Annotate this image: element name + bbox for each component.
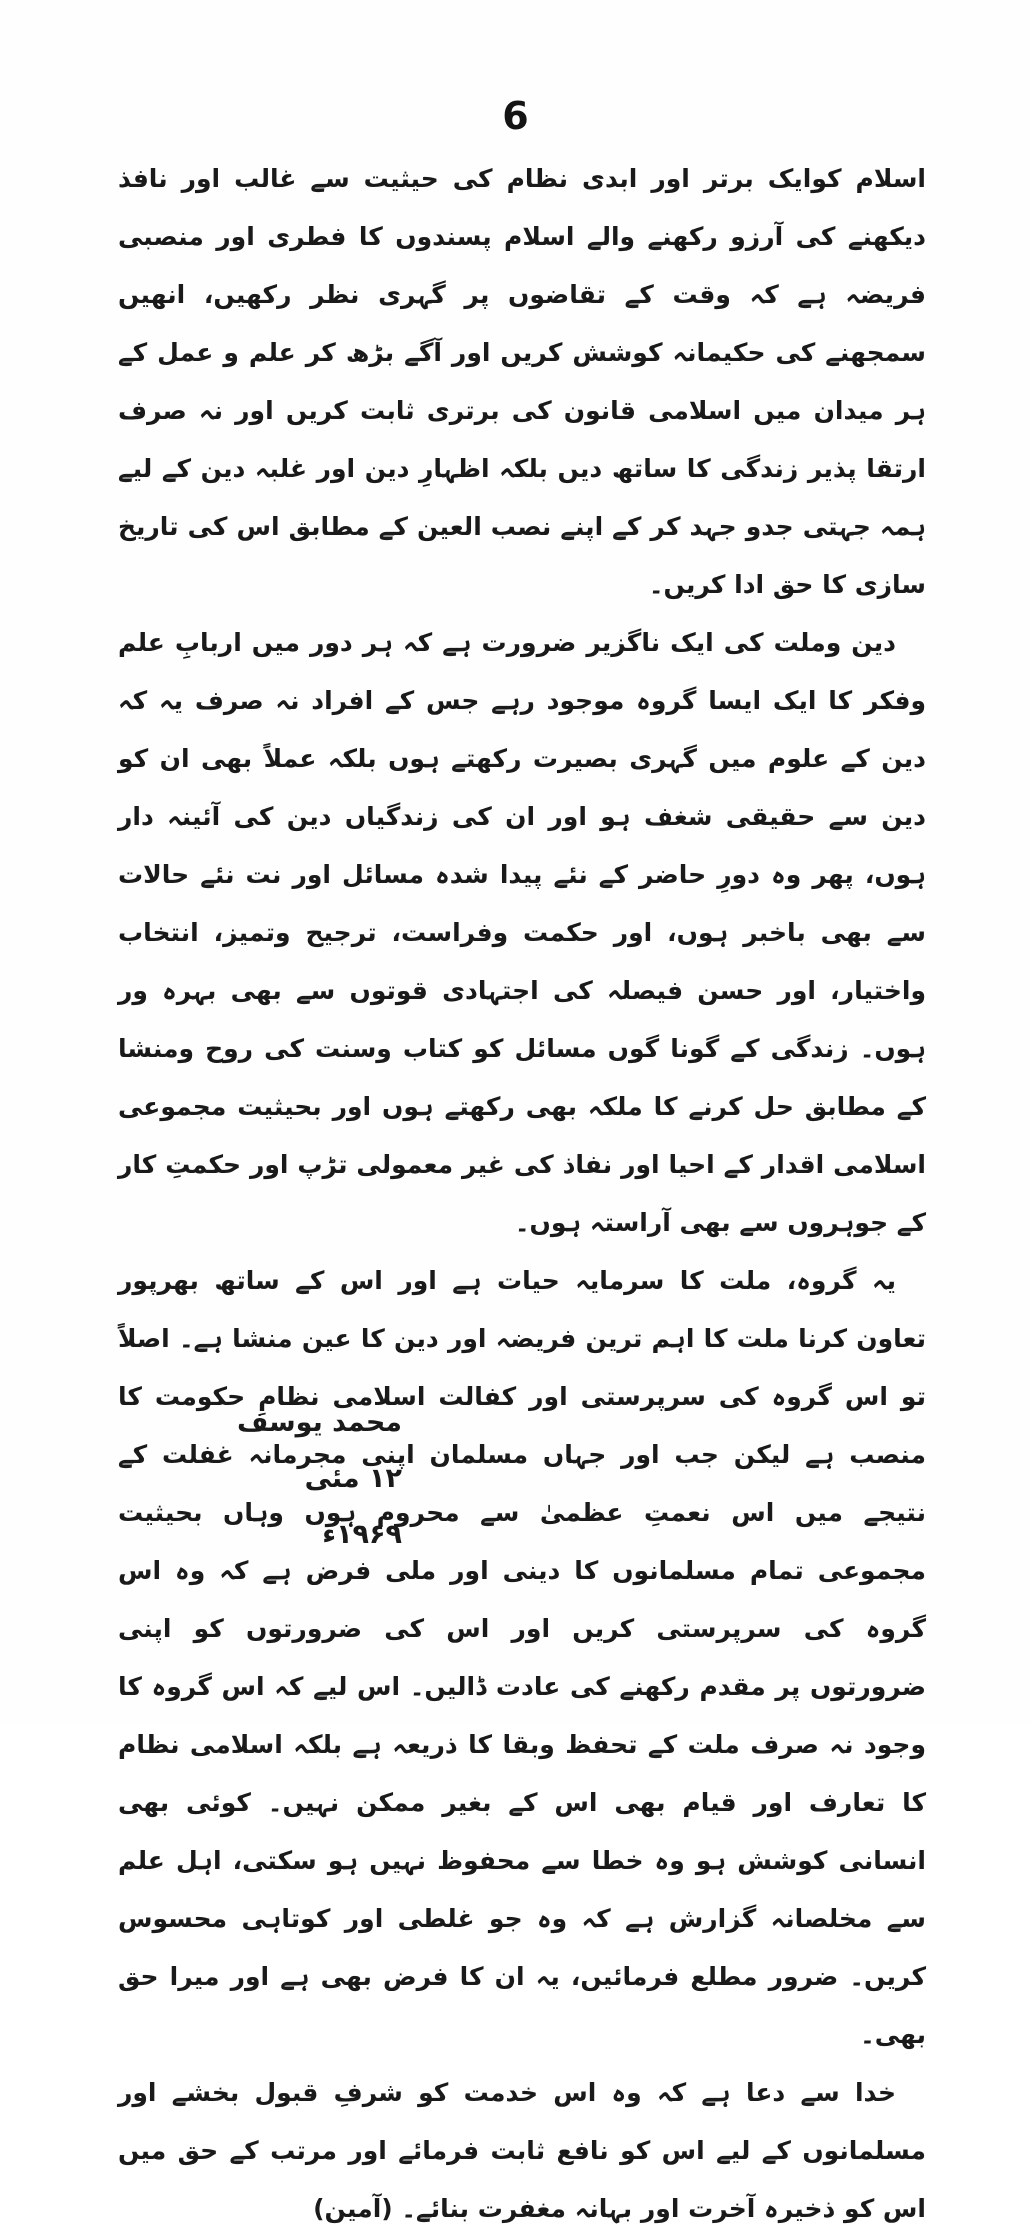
signature-date: ۱۲ مئی ۱۹۶۹ء xyxy=(304,1463,402,1550)
author-name: محمد یوسف xyxy=(236,1407,402,1438)
paragraph-4: خدا سے دعا ہے کہ وہ اس خدمت کو شرفِ قبول بخشے اور مسلمانوں کے لیے اس کو نافع ثابت فرمائے اور مرتب کے حق میں اس کو ذخیرہ آخرت اور بہانہ مغفرت بنائے۔ (آمین) xyxy=(118,2078,926,2223)
paragraph-1: اسلام کوایک برتر اور ابدی نظام کی حیثیت سے غالب اور نافذ دیکھنے کی آرزو رکھنے والے اسلام پسندوں کا فطری اور منصبی فریضہ ہے کہ وقت کے تقاضوں پر گہری نظر رکھیں، انھیں سمجھنے کی حکیمانہ کوشش کریں اور آگے بڑھ کر علم و عمل کے ہر میدان میں اسلامی قانون کی برتری ثابت کریں اور نہ صرف ارتقا پذیر زندگی کا ساتھ دیں بلکہ اظہارِ دین اور غلبہ دین کے لیے ہمہ جہتی جدو جہد کر کے اپنے نصب العین کے مطابق اس کی تاریخ سازی کا حق ادا کریں۔ xyxy=(118,164,926,599)
body-text xyxy=(118,150,926,2238)
paragraph-2: دین وملت کی ایک ناگزیر ضرورت ہے کہ ہر دور میں اربابِ علم وفکر کا ایک ایسا گروہ موجود رہے جس کے افراد نہ صرف یہ کہ دین کے علوم میں گہری بصیرت رکھتے ہوں بلکہ عملاً بھی ان کو دین سے حقیقی شغف ہو اور ان کی زندگیاں دین کی آئینہ دار ہوں، پھر وہ دورِ حاضر کے نئے پیدا شدہ مسائل اور نت نئے حالات سے بھی باخبر ہوں، اور حکمت وفراست، ترجیح وتمیز، انتخاب واختیار، اور حسن فیصلہ کی اجتہادی قوتوں سے بھی بہرہ ور ہوں۔ زندگی کے گونا گوں مسائل کو کتاب وسنت کی روح ومنشا کے مطابق حل کرنے کا ملکہ بھی رکھتے ہوں اور بحیثیت مجموعی اسلامی اقدار کے احیا اور نفاذ کی غیر معمولی تڑپ اور حکمتِ کار کے جوہروں سے بھی آراستہ ہوں۔ xyxy=(118,628,926,1237)
paragraph-3: یہ گروہ، ملت کا سرمایہ حیات ہے اور اس کے ساتھ بھرپور تعاون کرنا ملت کا اہم ترین فریضہ اور دین کا عین منشا ہے۔ اصلاً تو اس گروہ کی سرپرستی اور کفالت اسلامی نظامِ حکومت کا منصب ہے لیکن جب اور جہاں مسلمان اپنی مجرمانہ غفلت کے نتیجے میں اس نعمتِ عظمیٰ سے محروم ہوں وہاں بحیثیت مجموعی تمام مسلمانوں کا دینی اور ملی فرض ہے کہ وہ اس گروہ کی سرپرستی کریں اور اس کی ضرورتوں کو اپنی ضرورتوں پر مقدم رکھنے کی عادت ڈالیں۔ اس لیے کہ اس گروہ کا وجود نہ صرف ملت کے تحفظ وبقا کا ذریعہ ہے بلکہ اسلامی نظام کا تعارف اور قیام بھی اس کے بغیر ممکن نہیں۔ کوئی بھی انسانی کوشش ہو وہ خطا سے محفوظ نہیں ہو سکتی، اہل علم سے مخلصانہ گزارش ہے کہ وہ جو غلطی اور کوتاہی محسوس کریں۔ ضرور مطلع فرمائیں، یہ ان کا فرض بھی ہے اور میرا حق بھی۔ xyxy=(118,1266,926,2049)
signature-block xyxy=(222,1395,402,1563)
page-number: 6 xyxy=(502,94,529,138)
